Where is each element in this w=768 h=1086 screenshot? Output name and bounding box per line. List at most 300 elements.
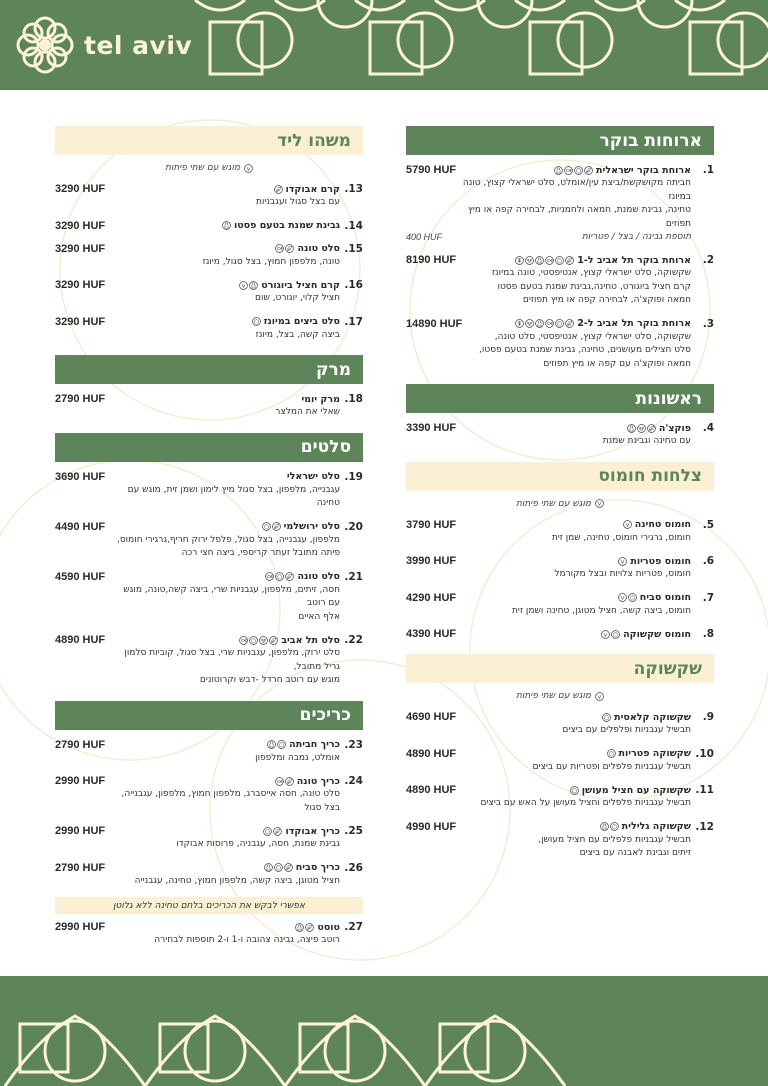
leaf-icon — [272, 522, 281, 531]
menu-item-line — [55, 570, 363, 584]
item-price: 2790 HUF — [55, 738, 106, 751]
item-name: כריך טונה — [296, 775, 340, 787]
description-line: חמאה ופוקצ'ה עם קפה או מיץ תפוזים — [543, 358, 691, 369]
item-description — [406, 532, 691, 546]
menu-item[interactable] — [406, 253, 714, 308]
menu-item-line — [55, 219, 363, 233]
menu-item[interactable] — [55, 182, 363, 210]
description-line: תבשיל עגבניות פלפלים וחציל מעושן על האש עם ביצים — [480, 798, 691, 808]
menu-item[interactable] — [55, 570, 363, 625]
item-name: ארוחת בוקר תל אביב ל-2 — [577, 318, 691, 329]
pita-note-text: מוגש עם שתי פיתות — [515, 691, 592, 701]
item-price: 4290 HUF — [406, 591, 457, 604]
description-line: מלפפון, עגבנייה, בצל סגול, פלפל ירוק חריף,גרגירי חומוס, — [116, 534, 340, 545]
menu-item[interactable] — [406, 710, 714, 738]
fish-icon — [265, 572, 274, 581]
item-description — [55, 934, 340, 948]
item-name: גבינת שמנת בטעם פסטו — [233, 220, 340, 231]
item-number: 23. — [344, 738, 363, 751]
item-name: ארוחת בוקר ישראלית — [596, 164, 691, 176]
description-line: פיתה מתובל זעתר קריספי, ביצה חצי רכה — [181, 548, 340, 558]
description-line: שאלי את המלצר — [275, 407, 340, 417]
item-description — [55, 406, 340, 420]
menu-item-line — [406, 627, 714, 641]
egg-icon — [263, 827, 272, 836]
item-name: חומוס סביח — [639, 592, 691, 603]
item-price: 3990 HUF — [406, 555, 457, 567]
leaf-icon — [285, 572, 294, 581]
menu-item-line — [406, 317, 714, 331]
gluten-icon — [515, 256, 524, 265]
menu-item[interactable] — [55, 774, 363, 815]
item-description — [55, 484, 340, 511]
milk-icon — [222, 221, 231, 230]
allergen-icons — [600, 822, 619, 831]
item-number: 13. — [344, 183, 363, 195]
item-name: שקשוקה גלילית — [621, 821, 691, 832]
section-gap — [406, 870, 714, 874]
description-line: תבשיל עגבניות פלפלים ופטריות עם ביצים — [532, 761, 691, 772]
item-number: 22. — [344, 634, 363, 646]
item-number: 2. — [702, 254, 714, 266]
section-header — [406, 654, 714, 683]
item-description — [55, 647, 340, 688]
item-name: חומוס טחינה — [634, 519, 691, 530]
allergen-icons — [295, 923, 314, 932]
allergen-icons — [222, 221, 231, 230]
vegan-icon — [618, 593, 627, 602]
item-name: טוסט — [317, 921, 340, 933]
item-description — [406, 834, 691, 861]
menu-item[interactable] — [406, 627, 714, 641]
item-number: 4. — [702, 422, 714, 434]
leaf-icon — [284, 863, 293, 872]
menu-item[interactable] — [406, 163, 714, 244]
item-number: 19. — [344, 470, 363, 483]
vegan-icon — [595, 692, 604, 701]
leaf-icon — [305, 923, 314, 932]
description-line: ביצה קשה, בצל, מיונז — [255, 329, 340, 340]
description-line: אלף האיים — [298, 611, 340, 622]
bottom-banner — [0, 976, 768, 1086]
item-name: קרם חציל ביוגורט — [261, 279, 340, 291]
description-line: עם טחינה וגבינת שמנת — [602, 436, 691, 446]
menu-item[interactable] — [55, 315, 363, 343]
leaf-icon — [274, 185, 283, 194]
item-name: כריך חביתה — [289, 739, 340, 750]
milk-icon — [267, 740, 276, 749]
fish-icon — [239, 636, 248, 645]
vegan-icon — [239, 281, 248, 290]
gluten-note: אפשרי לבקש את הכריכים בלחם טחינה ללא גלוטן — [55, 897, 363, 914]
item-description — [55, 752, 340, 766]
menu-item-line — [55, 242, 363, 256]
description-line: חציל מטוגן, ביצה קשה, מלפפון חמוץ, טחינה, עגבנייה — [134, 875, 340, 886]
item-description — [406, 568, 691, 582]
menu-item-line — [406, 554, 714, 568]
description-line: עם בצל סגול ועגבניות — [256, 197, 340, 207]
item-name: שקשוקה עם חציל מעושן — [581, 784, 691, 796]
leaf-icon — [285, 244, 294, 253]
extra-label: תוספת גבינה / בצל / פטריות — [581, 232, 691, 242]
section-title: משהו ליד — [277, 130, 351, 151]
allergen-icons — [618, 557, 627, 566]
allergen-icons — [274, 185, 283, 194]
egg-icon — [274, 863, 283, 872]
section-header — [406, 384, 714, 413]
sesame-icon — [637, 424, 646, 433]
allergen-icons — [267, 740, 286, 749]
item-number: 20. — [344, 520, 363, 533]
description-line: חביתה מקושקשת/ביצת עין/אומלט, סלט ישראלי קצוץ, טונה במיונז — [462, 178, 691, 202]
item-name: חומוס שקשוקה — [623, 628, 691, 640]
item-description — [406, 435, 691, 449]
menu-item-line — [406, 820, 714, 834]
item-price: 3290 HUF — [55, 242, 106, 255]
menu-item[interactable] — [406, 518, 714, 546]
item-price: 4690 HUF — [406, 711, 457, 723]
description-line: תבשיל עגבניות פלפלים עם חציל מעושן, — [538, 834, 691, 845]
menu-item[interactable] — [406, 317, 714, 372]
description-line: תבשיל עגבניות ופלפלים עם ביצים — [562, 725, 691, 735]
item-description — [55, 329, 340, 343]
egg-icon — [252, 317, 261, 326]
pita-note — [55, 163, 363, 173]
leaf-icon — [273, 827, 282, 836]
egg-icon — [607, 749, 616, 758]
section-header — [55, 433, 363, 462]
item-number: 10. — [695, 747, 714, 760]
menu-item-line — [55, 470, 363, 484]
allergen-icons — [275, 244, 294, 253]
menu-item-line — [406, 421, 714, 435]
leaf-icon — [285, 777, 294, 786]
sesame-icon — [525, 256, 534, 265]
egg-icon — [602, 713, 611, 722]
leaf-icon — [565, 319, 574, 328]
item-description — [406, 331, 691, 372]
egg-icon — [611, 630, 620, 639]
item-number: 25. — [344, 825, 363, 837]
menu-item[interactable] — [406, 747, 714, 775]
sesame-icon — [525, 319, 534, 328]
fish-icon — [275, 244, 284, 253]
section-title: שקשוקה — [633, 658, 702, 679]
pita-note — [406, 691, 714, 701]
item-number: 18. — [344, 393, 363, 405]
pita-note-text: מוגש עם שתי פיתות — [164, 163, 241, 173]
egg-icon — [574, 166, 583, 175]
menu-column-right — [406, 126, 714, 874]
allergen-icons — [252, 317, 261, 326]
item-price: 5790 HUF — [406, 164, 457, 176]
item-number: 12. — [695, 820, 714, 833]
item-description — [55, 196, 340, 210]
menu-item-line — [406, 253, 714, 267]
menu-item[interactable] — [406, 421, 714, 449]
item-price: 4590 HUF — [55, 570, 106, 583]
item-name: חומוס פטריות — [630, 555, 691, 567]
allergen-icons — [239, 636, 278, 645]
allergen-icons — [554, 166, 593, 175]
menu-item[interactable] — [55, 520, 363, 561]
item-description — [406, 797, 691, 811]
egg-icon — [275, 572, 284, 581]
item-price: 2990 HUF — [55, 825, 106, 837]
allergen-icons — [275, 777, 294, 786]
description-line: חציל קלוי, יוגורט, שום — [255, 293, 340, 303]
leaf-icon — [565, 256, 574, 265]
description-line: גבינת שמנת, חסה, עגבניה, פרוסות אבוקדו — [176, 839, 340, 849]
menu-item-line — [406, 710, 714, 724]
section-title: ראשונות — [635, 388, 702, 409]
item-description — [406, 724, 691, 738]
item-name: פוקצ'ה — [658, 422, 691, 434]
item-price: 4890 HUF — [55, 634, 106, 646]
menu-item[interactable] — [55, 738, 363, 766]
item-price: 4490 HUF — [55, 520, 106, 533]
fish-icon — [275, 777, 284, 786]
menu-item[interactable] — [406, 783, 714, 811]
item-price: 2990 HUF — [55, 921, 106, 933]
item-price: 8190 HUF — [406, 254, 457, 266]
menu-item-line — [406, 163, 714, 177]
item-description — [55, 534, 340, 561]
allergen-icons — [602, 713, 611, 722]
item-number: 14. — [344, 219, 363, 232]
fish-icon — [545, 319, 554, 328]
allergen-icons — [601, 630, 620, 639]
menu-item-line — [55, 278, 363, 292]
item-price: 2790 HUF — [55, 861, 106, 874]
description-line: חמאה ופוקצ'ה, לבחירה קפה או מיץ תפוזים — [522, 295, 691, 305]
description-line: טחינה, גבינת שמנת, חמאה ולחמניות, לבחירה קפה או מיץ תפוזים — [467, 205, 691, 229]
item-description — [55, 256, 340, 270]
section-header — [406, 462, 714, 491]
item-price: 3790 HUF — [406, 518, 457, 531]
leaf-icon — [584, 166, 593, 175]
vegan-icon — [244, 164, 253, 173]
allergen-icons — [263, 827, 282, 836]
allergen-icons — [623, 520, 632, 529]
item-price: 3290 HUF — [55, 219, 106, 232]
item-price: 4890 HUF — [406, 784, 457, 796]
menu-item[interactable] — [55, 470, 363, 511]
menu-item[interactable] — [55, 392, 363, 420]
allergen-icons — [264, 863, 293, 872]
description-line: קרם חציל ביוגורט, טחינה,גבינת שמנת בטעם פסטו — [497, 281, 691, 292]
description-line: חומוס, פטריות צלויות ובצל מקורמל — [554, 569, 691, 579]
item-description — [406, 177, 691, 231]
menu-item[interactable] — [55, 633, 363, 688]
item-number: 17. — [344, 315, 363, 328]
menu-item[interactable] — [55, 219, 363, 233]
milk-icon — [535, 256, 544, 265]
item-price: 3290 HUF — [55, 279, 106, 291]
item-name: ארוחת בוקר תל אביב ל-1 — [577, 254, 691, 266]
description-line: סלט חצילים מעושנים, טחינה, גבינת שמנת בטעם פסטו, — [479, 345, 691, 355]
vegan-icon — [595, 499, 604, 508]
item-description — [406, 761, 691, 775]
allergen-icons — [627, 424, 656, 433]
menu-item-line — [55, 920, 363, 934]
item-number: 3. — [702, 317, 714, 330]
item-price: 3690 HUF — [55, 470, 106, 483]
vegan-icon — [618, 557, 627, 566]
allergen-icons — [515, 256, 574, 265]
sesame-icon — [259, 636, 268, 645]
description-line: מוגש עם רוטב חרדל -דבש וקרוטונים — [199, 675, 340, 685]
item-number: 26. — [344, 861, 363, 874]
egg-icon — [555, 256, 564, 265]
item-number: 11. — [695, 784, 714, 796]
description-line: סלט טונה, חסה אייסברג, מלפפון חמוץ, מלפפון, עגבנייה, בצל סגול — [121, 789, 340, 813]
item-description — [55, 838, 340, 852]
item-name: סלט טונה — [297, 243, 340, 254]
description-line: טונה, מלפפון חמוץ, בצל סגול, מיונז — [202, 256, 340, 267]
fish-icon — [564, 166, 573, 175]
allergen-icons — [265, 572, 294, 581]
item-price: 2990 HUF — [55, 775, 106, 787]
menu-item-line — [55, 520, 363, 534]
milk-icon — [627, 424, 636, 433]
menu-item[interactable] — [55, 242, 363, 270]
brand-logo[interactable] — [14, 14, 192, 76]
egg-icon — [610, 822, 619, 831]
menu-item[interactable] — [406, 554, 714, 582]
description-line: חומוס, גרגירי חומוס, טחינה, שמן זית — [551, 532, 691, 543]
egg-icon — [555, 319, 564, 328]
item-number: 15. — [344, 242, 363, 255]
menu-item[interactable] — [55, 861, 363, 889]
item-name: כריך סביח — [295, 862, 340, 873]
item-number: 9. — [702, 711, 714, 723]
item-extra — [406, 231, 691, 244]
egg-icon — [570, 786, 579, 795]
item-name: מרק יומי — [301, 393, 340, 405]
flower-logo-icon — [14, 14, 76, 76]
item-description — [55, 292, 340, 306]
milk-icon — [600, 822, 609, 831]
logo-text: tel aviv — [84, 30, 193, 60]
description-line: חסה, זיתים, מלפפון, עגבניות שרי, ביצה קשה,טונה, מוגש עם רוטב — [123, 584, 340, 608]
menu-item-line — [55, 633, 363, 647]
menu-column-left — [55, 126, 363, 961]
description-line: סלט ירוק, מלפפון, עגבניות שרי, בצל סגול, קוביות סלמון גריל מתובל, — [124, 648, 340, 672]
item-number: 6. — [702, 555, 714, 567]
item-price: 2790 HUF — [55, 393, 106, 405]
egg-icon — [249, 636, 258, 645]
egg-icon — [277, 740, 286, 749]
item-name: סלט תל אביב — [281, 634, 340, 646]
description-line: זיתים וגבינת לאבנה עם ביצים — [579, 848, 691, 858]
menu-item-line — [406, 591, 714, 605]
pita-note — [406, 499, 714, 509]
milk-icon — [249, 281, 258, 290]
menu-item-line — [55, 182, 363, 196]
item-name: קרם אבוקדו — [285, 183, 340, 195]
description-line: שקשוקה, סלט ישראלי קצוץ, אנטיפסטי, סלט טונה, — [494, 331, 691, 342]
allergen-icons — [262, 522, 281, 531]
section-title: ארוחות בוקר — [599, 130, 702, 151]
section-header — [55, 701, 363, 730]
item-number: 16. — [344, 279, 363, 291]
milk-icon — [295, 923, 304, 932]
item-description — [55, 875, 340, 889]
vegan-icon — [601, 630, 610, 639]
item-name: שקשוקה קלאסית — [614, 711, 691, 723]
item-name: כריך אבוקדו — [285, 825, 340, 837]
section-header — [55, 126, 363, 155]
item-number: 24. — [344, 775, 363, 787]
item-number: 5. — [702, 518, 714, 531]
fish-icon — [545, 256, 554, 265]
menu-item[interactable] — [55, 278, 363, 306]
section-header — [55, 355, 363, 384]
allergen-icons — [570, 786, 579, 795]
egg-icon — [262, 522, 271, 531]
item-price: 4890 HUF — [406, 747, 457, 760]
description-line: אומלט, גמבה ומלפפון — [255, 752, 340, 763]
extra-price: 400 HUF — [406, 232, 443, 242]
egg-icon — [628, 593, 637, 602]
pita-note-text: מוגש עם שתי פיתות — [515, 498, 592, 509]
menu-item-line — [55, 774, 363, 788]
leaf-icon — [269, 636, 278, 645]
top-banner — [0, 0, 768, 90]
allergen-icons — [618, 593, 637, 602]
menu-item-line — [55, 392, 363, 406]
item-name: סלט טונה — [297, 571, 340, 582]
section-title: מרק — [315, 359, 351, 380]
section-title: צלחות חומוס — [598, 466, 702, 486]
item-name: שקשוקה פטריות — [618, 748, 691, 759]
item-price: 4990 HUF — [406, 820, 457, 833]
ornament-pattern-bottom — [0, 976, 768, 1086]
item-number: 21. — [344, 570, 363, 583]
menu-item-line — [406, 518, 714, 532]
item-price: 4390 HUF — [406, 628, 457, 640]
allergen-icons — [607, 749, 616, 758]
menu-item[interactable] — [55, 824, 363, 852]
item-name: סלט ישראלי — [286, 471, 340, 482]
item-description — [55, 788, 340, 815]
item-price: 3390 HUF — [406, 422, 457, 434]
menu-item-line — [55, 824, 363, 838]
menu-item[interactable] — [406, 591, 714, 619]
item-price: 14890 HUF — [406, 317, 463, 330]
item-number: 8. — [702, 628, 714, 640]
item-description — [406, 605, 691, 619]
section-header — [406, 126, 714, 155]
description-line: עגבנייה, מלפפון, בצל סגול מיץ לימון ושמן זית, מוגש עם טחינה — [127, 484, 340, 508]
item-number: 7. — [702, 591, 714, 604]
milk-icon — [264, 863, 273, 872]
section-title: סלטים — [300, 437, 351, 457]
menu-item[interactable] — [55, 920, 363, 948]
item-description — [55, 584, 340, 625]
allergen-icons — [239, 281, 258, 290]
item-description — [406, 267, 691, 308]
menu-item-line — [55, 861, 363, 875]
milk-icon — [535, 319, 544, 328]
menu-item[interactable] — [406, 820, 714, 861]
description-line: רוטב פיצה, גבינה צהובה ו-1 ו-2 תוספות לבחירה — [154, 935, 340, 945]
menu-item-line — [406, 747, 714, 761]
item-number: 27. — [344, 921, 363, 933]
description-line: שקשוקה, סלט ישראלי קצוץ, אנטיפסטי, טונה במיונז — [491, 268, 691, 278]
item-name: סלט ירושלמי — [283, 521, 340, 532]
